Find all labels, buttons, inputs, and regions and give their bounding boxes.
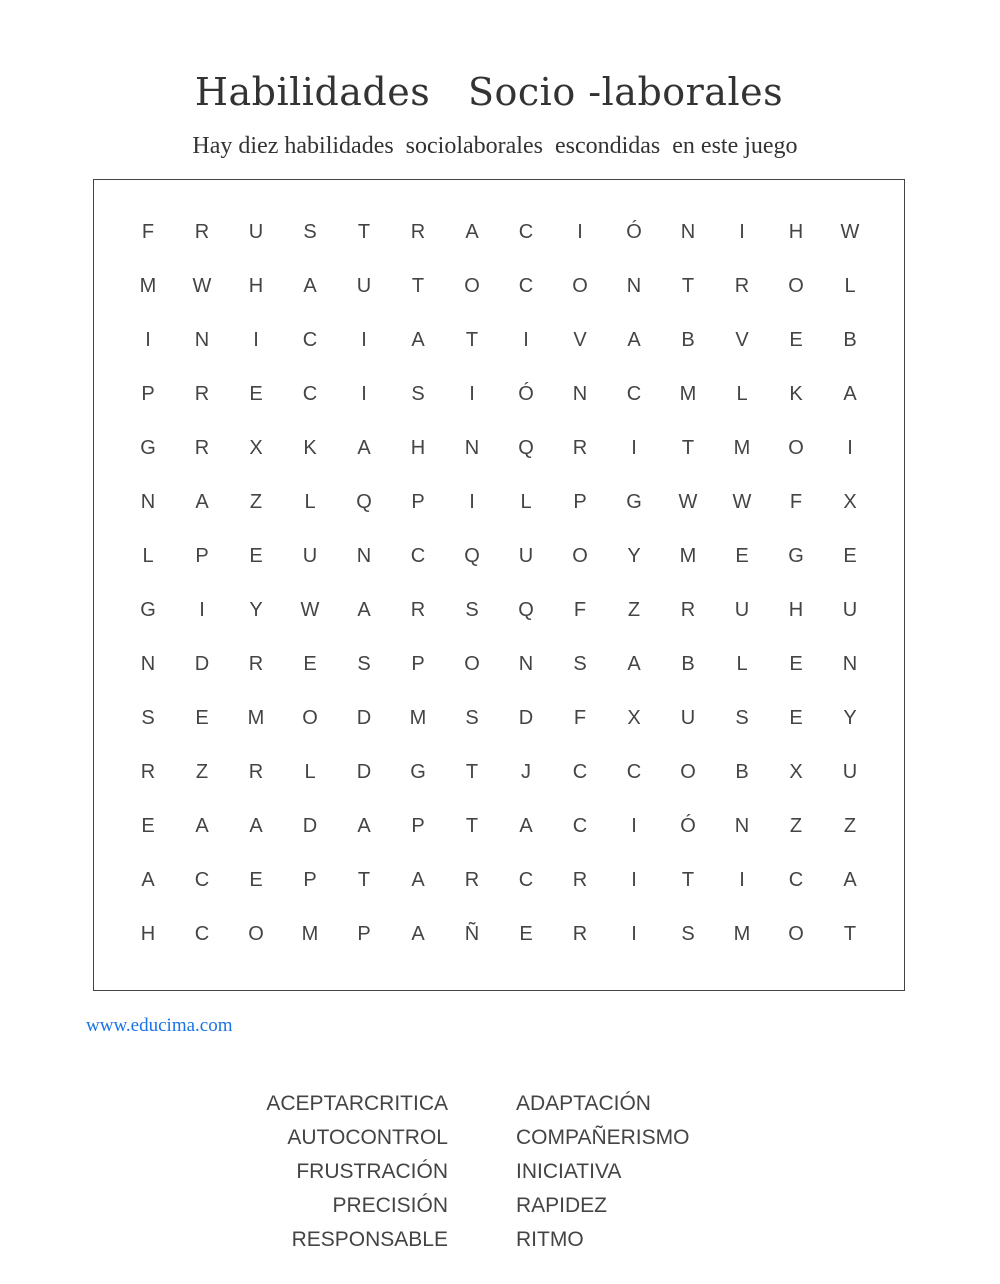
grid-letter[interactable]: Z <box>789 814 803 837</box>
word-list-item: INICIATIVA <box>516 1160 622 1183</box>
grid-letter[interactable]: D <box>194 652 210 675</box>
grid-letter[interactable]: Ó <box>680 814 696 837</box>
grid-letter[interactable]: R <box>194 436 210 459</box>
grid-letter[interactable]: T <box>465 814 479 837</box>
grid-letter[interactable]: H <box>788 598 804 621</box>
grid-letter[interactable]: I <box>739 868 745 891</box>
grid-letter[interactable]: G <box>410 760 426 783</box>
grid-letter[interactable]: E <box>141 814 155 837</box>
word-list-item: FRUSTRACIÓN <box>296 1160 448 1183</box>
grid-letter[interactable]: W <box>678 490 698 513</box>
grid-letter[interactable]: I <box>577 220 583 243</box>
grid-letter[interactable]: I <box>361 382 367 405</box>
grid-letter[interactable]: Z <box>627 598 641 621</box>
grid-letter[interactable]: I <box>469 382 475 405</box>
grid-letter[interactable]: I <box>469 490 475 513</box>
grid-letter[interactable]: T <box>357 868 371 891</box>
grid-letter[interactable]: R <box>194 220 210 243</box>
grid-letter[interactable]: C <box>410 544 426 567</box>
grid-letter[interactable]: X <box>249 436 263 459</box>
grid-letter[interactable]: A <box>411 922 425 945</box>
grid-letter[interactable]: N <box>572 382 588 405</box>
grid-letter[interactable]: Z <box>843 814 857 837</box>
grid-letter[interactable]: Y <box>249 598 263 621</box>
grid-letter[interactable]: J <box>521 760 531 783</box>
word-list-item: RESPONSABLE <box>291 1228 448 1251</box>
grid-letter[interactable]: A <box>357 436 371 459</box>
grid-letter[interactable]: V <box>735 328 749 351</box>
grid-letter[interactable]: B <box>735 760 749 783</box>
grid-letter[interactable]: U <box>248 220 264 243</box>
grid-letter[interactable]: N <box>734 814 750 837</box>
grid-letter[interactable]: C <box>302 328 318 351</box>
grid-letter[interactable]: B <box>681 328 695 351</box>
grid-letter[interactable]: T <box>681 436 695 459</box>
grid-letter[interactable]: X <box>789 760 803 783</box>
grid-letter[interactable]: U <box>734 598 750 621</box>
grid-letter[interactable]: C <box>518 220 534 243</box>
grid-letter[interactable]: N <box>140 652 156 675</box>
grid-letter[interactable]: R <box>140 760 156 783</box>
grid-letter[interactable]: L <box>304 490 316 513</box>
grid-letter[interactable]: T <box>465 760 479 783</box>
grid-letter[interactable]: N <box>140 490 156 513</box>
grid-letter[interactable]: L <box>142 544 154 567</box>
grid-letter[interactable]: E <box>735 544 749 567</box>
word-list-item: RAPIDEZ <box>516 1194 608 1217</box>
grid-letter[interactable]: S <box>465 706 479 729</box>
word-list-item: RITMO <box>516 1228 584 1251</box>
grid-letter[interactable]: N <box>626 274 642 297</box>
grid-letter[interactable]: I <box>145 328 151 351</box>
grid-letter[interactable]: Y <box>843 706 857 729</box>
grid-letter[interactable]: B <box>681 652 695 675</box>
grid-letter[interactable]: F <box>573 706 587 729</box>
grid-letter[interactable]: A <box>627 328 641 351</box>
grid-letter[interactable]: A <box>141 868 155 891</box>
grid-letter[interactable]: C <box>302 382 318 405</box>
grid-letter[interactable]: O <box>464 274 480 297</box>
grid-letter[interactable]: E <box>789 652 803 675</box>
grid-letter[interactable]: R <box>572 436 588 459</box>
word-list-item: AUTOCONTROL <box>287 1126 448 1149</box>
page-subtitle: Hay diez habilidades sociolaborales escondidas en este juego <box>192 133 798 159</box>
grid-letter[interactable]: L <box>736 652 748 675</box>
word-list-left <box>200 1087 448 1257</box>
grid-letter[interactable]: T <box>411 274 425 297</box>
grid-letter[interactable]: R <box>248 760 264 783</box>
grid-letter[interactable]: F <box>573 598 587 621</box>
grid-letter[interactable]: A <box>195 814 209 837</box>
grid-letter[interactable]: N <box>194 328 210 351</box>
grid-letter[interactable]: N <box>518 652 534 675</box>
grid-letter[interactable]: S <box>573 652 587 675</box>
grid-letter[interactable]: B <box>843 328 857 351</box>
grid-letter[interactable]: Ó <box>518 382 534 405</box>
grid-letter[interactable]: Ó <box>626 220 642 243</box>
grid-letter[interactable]: C <box>194 868 210 891</box>
grid-letter[interactable]: D <box>356 706 372 729</box>
grid-letter[interactable]: A <box>465 220 479 243</box>
grid-letter[interactable]: S <box>303 220 317 243</box>
grid-letter[interactable]: O <box>788 274 804 297</box>
grid-letter[interactable]: H <box>788 220 804 243</box>
grid-letter[interactable]: S <box>735 706 749 729</box>
grid-letter[interactable]: N <box>842 652 858 675</box>
grid-letter[interactable]: I <box>739 220 745 243</box>
grid-letter[interactable]: R <box>410 220 426 243</box>
grid-letter[interactable]: I <box>631 868 637 891</box>
grid-letter[interactable]: P <box>357 922 371 945</box>
grid-letter[interactable]: M <box>139 274 157 297</box>
grid-letter[interactable]: Q <box>518 598 534 621</box>
grid-letter[interactable]: A <box>303 274 317 297</box>
grid-letter[interactable]: G <box>626 490 642 513</box>
grid-letter[interactable]: T <box>843 922 857 945</box>
grid-letter[interactable]: D <box>302 814 318 837</box>
grid-letter[interactable]: S <box>411 382 425 405</box>
grid-letter[interactable]: U <box>680 706 696 729</box>
grid-letter[interactable]: P <box>303 868 317 891</box>
grid-letter[interactable]: M <box>247 706 265 729</box>
grid-letter[interactable]: M <box>679 544 697 567</box>
grid-letter[interactable]: E <box>519 922 533 945</box>
grid-letter[interactable]: I <box>253 328 259 351</box>
grid-letter[interactable]: A <box>411 868 425 891</box>
grid-letter[interactable]: X <box>627 706 641 729</box>
grid-letter[interactable]: E <box>303 652 317 675</box>
grid-letter[interactable]: R <box>248 652 264 675</box>
grid-letter[interactable]: M <box>409 706 427 729</box>
educima-link[interactable]: www.educima.com <box>86 1015 233 1036</box>
grid-letter[interactable]: S <box>465 598 479 621</box>
grid-letter[interactable]: D <box>518 706 534 729</box>
word-list-item: ACEPTARCRITICA <box>266 1092 448 1115</box>
word-search-grid[interactable] <box>121 205 877 961</box>
grid-letter[interactable]: Q <box>356 490 372 513</box>
grid-letter[interactable]: P <box>141 382 155 405</box>
grid-letter[interactable]: E <box>195 706 209 729</box>
grid-letter[interactable]: L <box>844 274 856 297</box>
grid-letter[interactable]: T <box>465 328 479 351</box>
grid-letter[interactable]: I <box>631 436 637 459</box>
grid-letter[interactable]: U <box>356 274 372 297</box>
grid-letter[interactable]: C <box>518 868 534 891</box>
grid-letter[interactable]: U <box>842 760 858 783</box>
grid-letter[interactable]: H <box>410 436 426 459</box>
grid-letter[interactable]: L <box>736 382 748 405</box>
grid-letter[interactable]: R <box>464 868 480 891</box>
grid-letter[interactable]: K <box>789 382 803 405</box>
grid-letter[interactable]: H <box>248 274 264 297</box>
grid-letter[interactable]: Y <box>627 544 641 567</box>
grid-letter[interactable]: C <box>626 760 642 783</box>
grid-letter[interactable]: I <box>361 328 367 351</box>
grid-letter[interactable]: Q <box>518 436 534 459</box>
grid-letter[interactable]: W <box>840 220 860 243</box>
grid-letter[interactable]: E <box>843 544 857 567</box>
grid-letter[interactable]: K <box>303 436 317 459</box>
grid-letter[interactable]: E <box>789 706 803 729</box>
grid-letter[interactable]: U <box>302 544 318 567</box>
grid-letter[interactable]: E <box>789 328 803 351</box>
grid-letter[interactable]: C <box>788 868 804 891</box>
grid-letter[interactable]: R <box>734 274 750 297</box>
grid-letter[interactable]: C <box>626 382 642 405</box>
grid-letter[interactable]: U <box>842 598 858 621</box>
grid-letter[interactable]: P <box>573 490 587 513</box>
word-list-item: COMPAÑERISMO <box>516 1126 690 1149</box>
grid-letter[interactable]: A <box>411 328 425 351</box>
grid-letter[interactable]: A <box>195 490 209 513</box>
grid-letter[interactable]: G <box>140 598 156 621</box>
grid-letter[interactable]: R <box>572 868 588 891</box>
word-list-right <box>516 1087 816 1257</box>
grid-letter[interactable]: O <box>788 436 804 459</box>
grid-letter[interactable]: A <box>519 814 533 837</box>
grid-letter[interactable]: L <box>520 490 532 513</box>
grid-letter[interactable]: A <box>627 652 641 675</box>
grid-letter[interactable]: Q <box>464 544 480 567</box>
grid-letter[interactable]: I <box>631 922 637 945</box>
grid-letter[interactable]: O <box>680 760 696 783</box>
grid-letter[interactable]: C <box>518 274 534 297</box>
grid-letter[interactable]: C <box>194 922 210 945</box>
grid-letter[interactable]: I <box>199 598 205 621</box>
grid-letter[interactable]: N <box>464 436 480 459</box>
grid-letter[interactable]: W <box>732 490 752 513</box>
grid-letter[interactable]: I <box>523 328 529 351</box>
grid-letter[interactable]: R <box>410 598 426 621</box>
grid-letter[interactable]: R <box>194 382 210 405</box>
grid-letter[interactable]: A <box>357 814 371 837</box>
grid-letter[interactable]: P <box>411 814 425 837</box>
grid-letter[interactable]: T <box>681 868 695 891</box>
grid-letter[interactable]: O <box>248 922 264 945</box>
grid-letter[interactable]: S <box>681 922 695 945</box>
grid-letter[interactable]: M <box>679 382 697 405</box>
grid-letter[interactable]: T <box>681 274 695 297</box>
grid-letter[interactable]: P <box>411 490 425 513</box>
grid-letter[interactable]: N <box>680 220 696 243</box>
grid-letter[interactable]: G <box>140 436 156 459</box>
grid-letter[interactable]: X <box>843 490 857 513</box>
word-list-item: PRECISIÓN <box>332 1194 448 1217</box>
grid-letter[interactable]: R <box>680 598 696 621</box>
grid-letter[interactable]: C <box>572 760 588 783</box>
grid-letter[interactable]: O <box>302 706 318 729</box>
grid-letter[interactable]: A <box>249 814 263 837</box>
grid-letter[interactable]: E <box>249 868 263 891</box>
grid-letter[interactable]: P <box>195 544 209 567</box>
grid-letter[interactable]: Z <box>195 760 209 783</box>
grid-letter[interactable]: E <box>249 544 263 567</box>
grid-letter[interactable]: Ñ <box>464 922 480 945</box>
grid-letter[interactable]: T <box>357 220 371 243</box>
grid-letter[interactable]: S <box>141 706 155 729</box>
grid-letter[interactable]: O <box>572 274 588 297</box>
grid-letter[interactable]: I <box>631 814 637 837</box>
grid-letter[interactable]: F <box>141 220 155 243</box>
grid-letter[interactable]: A <box>357 598 371 621</box>
grid-letter[interactable]: V <box>573 328 587 351</box>
grid-letter[interactable]: E <box>249 382 263 405</box>
grid-letter[interactable]: O <box>464 652 480 675</box>
grid-letter[interactable]: F <box>789 490 803 513</box>
grid-letter[interactable]: I <box>847 436 853 459</box>
grid-letter[interactable]: M <box>301 922 319 945</box>
page-title: Habilidades Socio -laborales <box>194 70 784 114</box>
grid-letter[interactable]: L <box>304 760 316 783</box>
grid-letter[interactable]: D <box>356 760 372 783</box>
grid-letter[interactable]: U <box>518 544 534 567</box>
grid-letter[interactable]: W <box>300 598 320 621</box>
grid-letter[interactable]: C <box>572 814 588 837</box>
grid-letter[interactable]: O <box>572 544 588 567</box>
grid-letter[interactable]: M <box>733 436 751 459</box>
grid-letter[interactable]: A <box>843 382 857 405</box>
grid-letter[interactable]: S <box>357 652 371 675</box>
word-list-item: ADAPTACIÓN <box>516 1092 651 1115</box>
grid-letter[interactable]: G <box>788 544 804 567</box>
grid-letter[interactable]: P <box>411 652 425 675</box>
grid-letter[interactable]: H <box>140 922 156 945</box>
grid-letter[interactable]: M <box>733 922 751 945</box>
grid-letter[interactable]: R <box>572 922 588 945</box>
grid-letter[interactable]: A <box>843 868 857 891</box>
grid-letter[interactable]: W <box>192 274 212 297</box>
grid-letter[interactable]: O <box>788 922 804 945</box>
grid-letter[interactable]: N <box>356 544 372 567</box>
grid-letter[interactable]: Z <box>249 490 263 513</box>
